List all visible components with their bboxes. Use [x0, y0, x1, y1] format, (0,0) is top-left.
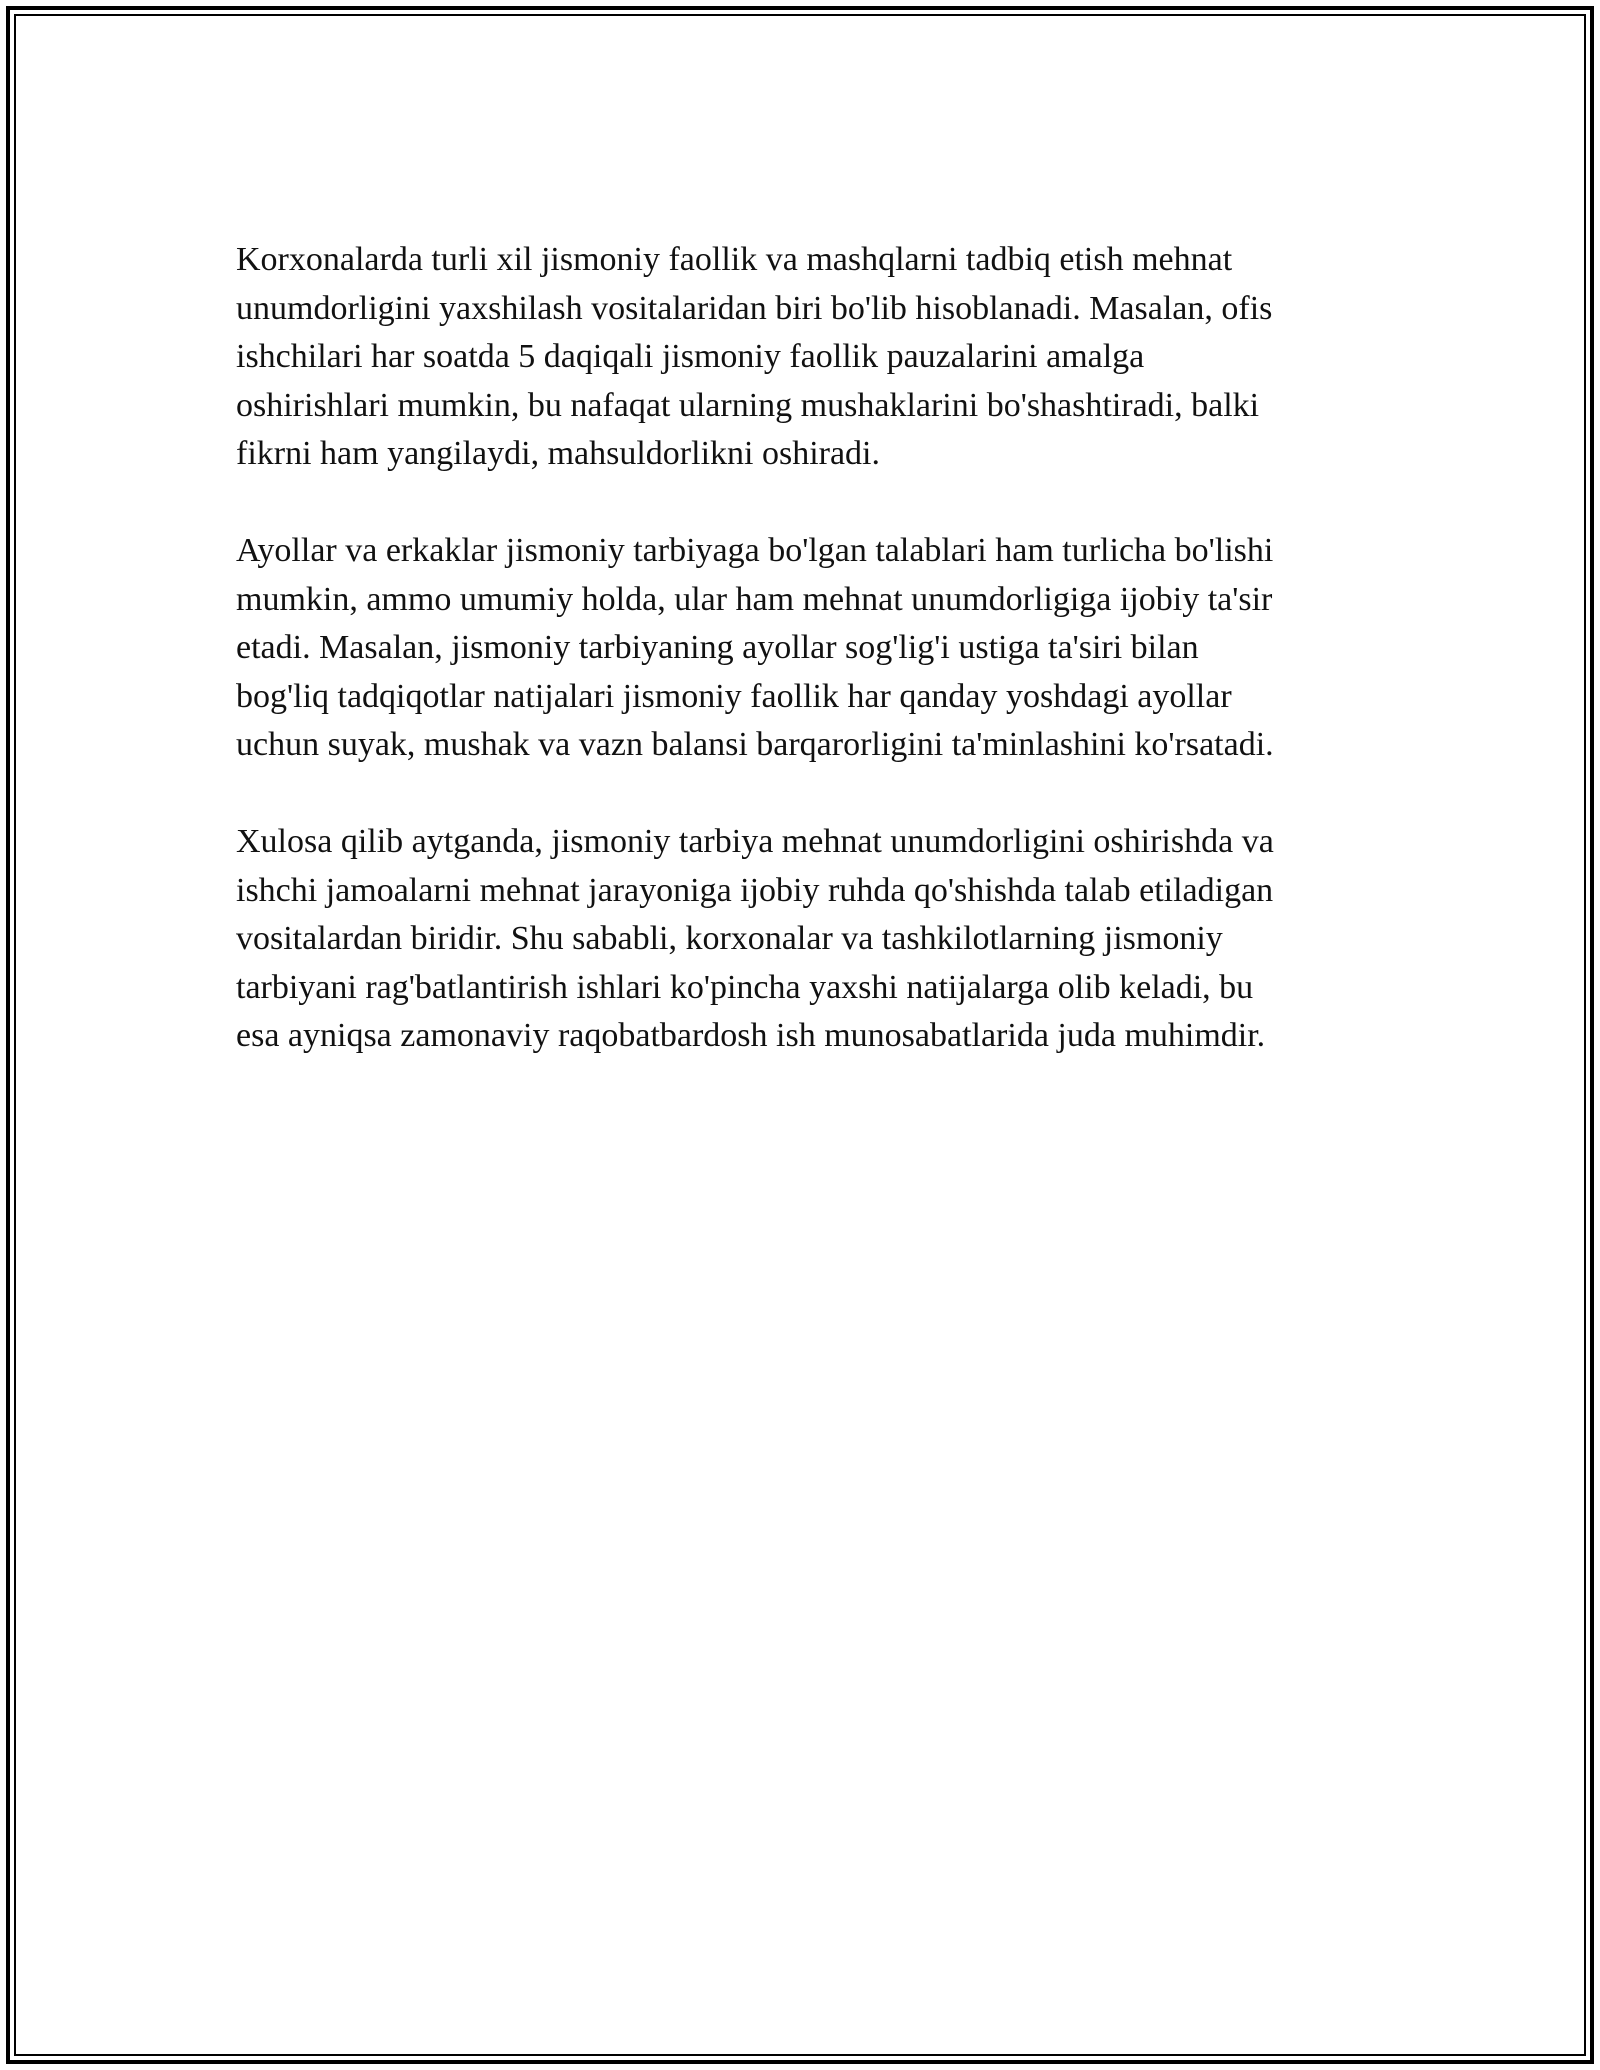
paragraph-2: Ayollar va erkaklar jismoniy tarbiyaga bo'lgan talablari ham turlicha bo'lishi mumkin, ammo umumiy holda, ular ham mehnat unumdorligiga ijobiy ta'sir etadi. Masalan, jismoniy tarbiyaning ayollar sog'lig'i ustiga ta'siri bilan bog'liq tadqiqotlar natijalari jismoniy faollik har qanday yoshdagi ayollar uchun suyak, mushak va vazn balansi barqarorligini ta'minlashini ko'rsatadi. [236, 532, 1274, 763]
paragraph-1: Korxonalarda turli xil jismoniy faollik va mashqlarni tadbiq etish mehnat unumdorligini yaxshilash vositalaridan biri bo'lib hisoblanadi. Masalan, ofis ishchilari har soatda 5 daqiqali jismoniy faollik pauzalarini amalga oshirishlari mumkin, bu nafaqat ularning mushaklarini bo'shashtiradi, balki fikrni ham yangilaydi, mahsuldorlikni oshiradi. [236, 241, 1273, 472]
document-body [236, 236, 1376, 1109]
paragraph-3: Xulosa qilib aytganda, jismoniy tarbiya mehnat unumdorligini oshirishda va ishchi jamoalarni mehnat jarayoniga ijobiy ruhda qo'shishda talab etiladigan vositalardan biridir. Shu sababli, korxonalar va tashkilotlarning jismoniy tarbiyani rag'batlantirish ishlari ko'pincha yaxshi natijalarga olib keladi, bu esa ayniqsa zamonaviy raqobatbardosh ish munosabatlarida juda muhimdir. [236, 823, 1274, 1054]
